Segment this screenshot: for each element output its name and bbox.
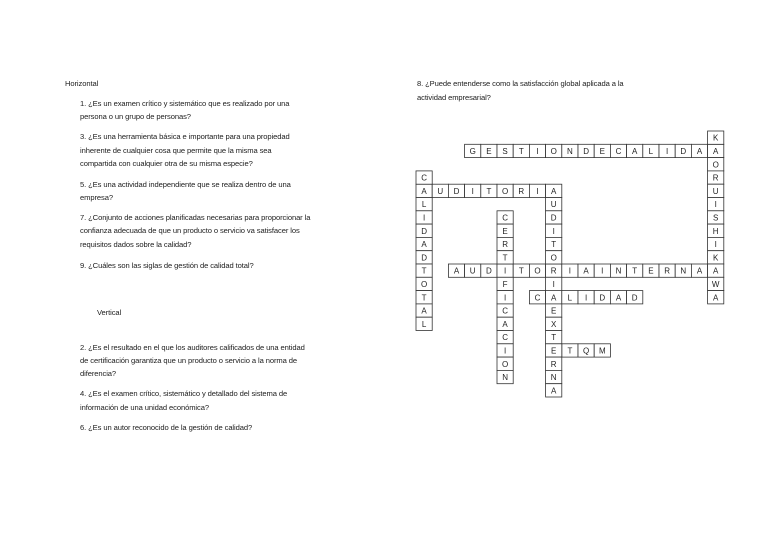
crossword-cell-15-1: [659, 144, 675, 157]
crossword-cell-8-6: [546, 211, 562, 224]
crossword-letter: C: [502, 333, 508, 343]
crossword-letter: S: [713, 213, 719, 223]
crossword-cell-9-10: [562, 264, 578, 277]
crossword-letter: A: [583, 266, 589, 276]
crossword-cell-7-4: [529, 184, 545, 197]
crossword-letter: E: [599, 147, 605, 156]
crossword-cell-5-10: [497, 264, 513, 277]
crossword-letter: A: [502, 319, 508, 329]
crossword-cell-3-4: [465, 184, 481, 197]
crossword-letter: E: [551, 306, 557, 316]
crossword-cell-8-15: [546, 331, 562, 344]
crossword-letter: H: [712, 226, 719, 236]
crossword-cell-18-8: [708, 237, 724, 250]
crossword-letter: K: [713, 133, 719, 143]
crossword-cell-5-16: [497, 344, 513, 357]
crossword-cell-8-14: [546, 317, 562, 330]
crossword-letter: U: [469, 266, 476, 276]
crossword-letter: O: [420, 279, 428, 289]
crossword-letter: L: [648, 147, 654, 156]
crossword-cell-5-18: [497, 370, 513, 383]
crossword-cell-10-10: [578, 264, 594, 277]
crossword-letter: D: [550, 213, 557, 223]
crossword-letter: N: [567, 147, 573, 156]
crossword-letter: I: [601, 266, 604, 276]
crossword-letter: O: [550, 147, 557, 156]
crossword-cell-14-10: [643, 264, 659, 277]
crossword-letter: C: [502, 306, 508, 316]
crossword-letter: E: [486, 147, 492, 156]
crossword-cell-0-6: [416, 211, 432, 224]
crossword-cell-4-4: [481, 184, 497, 197]
crossword-cell-14-1: [643, 144, 659, 157]
crossword-letter: I: [471, 186, 474, 196]
crossword-letter: I: [714, 240, 717, 250]
clue-3-line-2: inherente de cualquier cosa que permite que la misma sea: [80, 146, 272, 155]
crossword-cell-9-12: [562, 291, 578, 304]
clue-7-line-1: 7. ¿Conjunto de acciones planificadas necesarias para proporcionar la: [80, 213, 311, 222]
crossword-cell-5-6: [497, 211, 513, 224]
crossword-cell-5-12: [497, 291, 513, 304]
crossword-letter: O: [534, 266, 541, 276]
clue-9-line-1: 9. ¿Cuáles son las siglas de gestión de calidad total?: [80, 261, 254, 270]
crossword-letter: R: [664, 266, 670, 276]
crossword-letter: E: [502, 226, 508, 236]
crossword-letter: T: [421, 293, 427, 303]
crossword-letter: A: [453, 266, 460, 276]
crossword-cell-1-4: [432, 184, 448, 197]
crossword-cell-11-12: [594, 291, 610, 304]
crossword-letter: N: [615, 266, 622, 276]
crossword-cell-0-5: [416, 198, 432, 211]
crossword-letter: R: [550, 266, 557, 276]
crossword-cell-0-14: [416, 317, 432, 330]
crossword-cell-8-1: [546, 144, 562, 157]
crossword-cell-18-10: [708, 264, 724, 277]
clue-8-line-2: actividad empresarial?: [417, 93, 491, 102]
crossword-cell-18-12: [708, 291, 724, 304]
crossword-cell-6-1: [513, 144, 529, 157]
crossword-cell-0-8: [416, 237, 432, 250]
crossword-cell-18-3: [708, 171, 724, 184]
crossword-cell-0-10: [416, 264, 432, 277]
crossword-cell-18-5: [708, 198, 724, 211]
crossword-letter: I: [503, 266, 507, 276]
crossword-letter: I: [568, 266, 572, 276]
crossword-cell-0-11: [416, 277, 432, 290]
crossword-letter: T: [567, 346, 573, 356]
crossword-cell-13-12: [627, 291, 643, 304]
crossword-letter: T: [518, 266, 524, 276]
crossword-letter: L: [421, 319, 427, 329]
crossword-cell-3-1: [465, 144, 481, 157]
crossword-cell-9-1: [562, 144, 578, 157]
clue-4-line-1: 4. ¿Es el examen crítico, sistemático y detallado del sistema de: [80, 389, 288, 398]
heading-vertical: Vertical: [97, 308, 122, 317]
crossword-cell-8-17: [546, 357, 562, 370]
crossword-cell-10-1: [578, 144, 594, 157]
crossword-letter: A: [421, 306, 427, 316]
crossword-cell-5-8: [497, 237, 513, 250]
crossword-cell-0-13: [416, 304, 432, 317]
crossword-letter: T: [421, 266, 427, 276]
clue-2-line-1: 2. ¿Es el resultado en el que los auditores calificados de una entidad: [80, 343, 305, 352]
crossword-cell-8-10: [546, 264, 562, 277]
clue-4-line-2: información de una unidad económica?: [80, 403, 209, 412]
crossword-letter: L: [567, 293, 573, 303]
crossword-letter: R: [518, 186, 525, 196]
clue-7-line-2: confianza adecuada de que un producto o servicio va satisfacer los: [80, 226, 300, 235]
crossword-cell-3-10: [465, 264, 481, 277]
crossword-cell-8-16: [546, 344, 562, 357]
crossword-cell-7-1: [529, 144, 545, 157]
crossword-cell-18-6: [708, 211, 724, 224]
crossword-letter: T: [518, 147, 524, 156]
crossword-letter: I: [503, 293, 507, 303]
crossword-cell-8-7: [546, 224, 562, 237]
crossword-letter: A: [696, 147, 703, 156]
crossword-cell-18-7: [708, 224, 724, 237]
clue-7-line-3: requisitos dados sobre la calidad?: [80, 240, 192, 249]
crossword-cell-18-9: [708, 251, 724, 264]
crossword-cell-4-10: [481, 264, 497, 277]
crossword-letter: D: [486, 266, 492, 276]
crossword-cell-8-9: [546, 251, 562, 264]
crossword-letter: X: [551, 319, 557, 329]
crossword-cell-2-4: [448, 184, 464, 197]
crossword-cell-12-1: [610, 144, 626, 157]
crossword-letter: C: [421, 173, 427, 183]
crossword-letter: I: [584, 293, 588, 303]
crossword-cell-11-10: [594, 264, 610, 277]
crossword-cell-8-5: [546, 198, 562, 211]
crossword-cell-2-10: [448, 264, 464, 277]
crossword-letter: I: [665, 147, 669, 156]
clue-1-line-1: 1. ¿Es un examen crítico y sistemático que es realizado por una: [80, 99, 290, 108]
crossword-cell-5-9: [497, 251, 513, 264]
crossword-letter: A: [421, 186, 427, 196]
clue-8-line-1: 8. ¿Puede entenderse como la satisfacción global aplicada a la: [417, 79, 624, 88]
crossword-letter: U: [712, 186, 719, 196]
crossword-cell-8-18: [546, 370, 562, 383]
crossword-cell-12-12: [610, 291, 626, 304]
crossword-cell-11-1: [594, 144, 610, 157]
crossword-letter: I: [503, 346, 507, 356]
crossword-cell-5-1: [497, 144, 513, 157]
crossword-cell-6-4: [513, 184, 529, 197]
crossword-letter: I: [536, 186, 539, 196]
crossword-letter: D: [583, 147, 589, 156]
crossword-cell-5-15: [497, 331, 513, 344]
crossword-cell-18-2: [708, 158, 724, 171]
crossword-cell-18-4: [708, 184, 724, 197]
crossword-cell-8-12: [546, 291, 562, 304]
crossword-letter: N: [680, 266, 687, 276]
crossword-letter: N: [550, 373, 557, 382]
crossword-letter: R: [550, 359, 557, 369]
crossword-letter: T: [551, 333, 557, 343]
crossword-letter: A: [713, 266, 719, 276]
crossword-letter: F: [502, 279, 508, 289]
crossword-letter: E: [648, 266, 654, 276]
crossword-cell-11-16: [594, 344, 610, 357]
crossword-letter: D: [453, 186, 460, 196]
crossword-cell-5-11: [497, 277, 513, 290]
crossword-letter: U: [550, 200, 557, 210]
crossword-cell-18-0: [708, 131, 724, 144]
crossword-cell-10-16: [578, 344, 594, 357]
crossword-letter: A: [551, 386, 557, 396]
crossword-cell-18-1: [708, 144, 724, 157]
crossword-letter: D: [680, 147, 687, 156]
crossword-letter: C: [615, 147, 622, 156]
crossword-letter: W: [711, 279, 720, 289]
crossword-letter: A: [551, 293, 557, 303]
crossword-letter: C: [502, 213, 508, 223]
clue-5-line-1: 5. ¿Es una actividad independiente que se realiza dentro de una: [80, 180, 291, 189]
crossword-letter: A: [632, 147, 638, 156]
crossword-letter: T: [632, 266, 638, 276]
crossword-cell-17-1: [691, 144, 707, 157]
crossword-letter: O: [712, 160, 719, 170]
crossword-letter: A: [713, 293, 719, 303]
crossword-cell-8-13: [546, 304, 562, 317]
crossword-cell-5-4: [497, 184, 513, 197]
crossword-cell-18-11: [708, 277, 724, 290]
clue-1-line-2: persona o un grupo de personas?: [80, 112, 191, 121]
clue-3-line-3: compartida con cualquier otra de su misma especie?: [80, 159, 253, 168]
crossword-cell-7-10: [529, 264, 545, 277]
crossword-letter: D: [599, 293, 606, 303]
crossword-cell-5-17: [497, 357, 513, 370]
crossword-letter: D: [421, 253, 427, 263]
crossword-cell-5-7: [497, 224, 513, 237]
crossword-letter: M: [598, 346, 606, 356]
clue-5-line-2: empresa?: [80, 193, 113, 202]
crossword-cell-4-1: [481, 144, 497, 157]
clue-6-line-1: 6. ¿Es un autor reconocido de la gestión de calidad?: [80, 423, 253, 432]
crossword-letter: A: [713, 147, 719, 156]
crossword-letter: G: [469, 147, 476, 156]
crossword-cell-8-19: [546, 384, 562, 397]
clue-2-line-2: de certificación garantiza que un producto o servicio a la norma de: [80, 356, 298, 365]
crossword-cell-12-10: [610, 264, 626, 277]
crossword-letter: R: [712, 173, 719, 183]
crossword-cell-13-10: [627, 264, 643, 277]
crossword-cell-15-10: [659, 264, 675, 277]
crossword-cell-8-8: [546, 237, 562, 250]
crossword-letter: R: [502, 240, 508, 250]
crossword-letter: C: [534, 293, 541, 303]
crossword-cell-17-10: [691, 264, 707, 277]
crossword-letter: Q: [582, 346, 590, 356]
crossword-letter: K: [713, 253, 719, 263]
crossword-letter: T: [551, 240, 557, 250]
crossword-cell-0-12: [416, 291, 432, 304]
crossword-letter: I: [714, 200, 717, 210]
crossword-letter: I: [422, 213, 426, 223]
crossword-letter: T: [486, 186, 492, 196]
crossword-cell-9-16: [562, 344, 578, 357]
crossword-cell-0-4: [416, 184, 432, 197]
crossword-letter: N: [502, 373, 508, 382]
crossword-letter: O: [501, 186, 509, 196]
crossword-cell-16-10: [675, 264, 691, 277]
crossword-letter: D: [631, 293, 638, 303]
crossword-letter: A: [551, 186, 557, 196]
crossword-letter: E: [551, 346, 557, 356]
crossword-cell-7-12: [529, 291, 545, 304]
heading-horizontal: Horizontal: [65, 79, 99, 88]
crossword-cell-5-13: [497, 304, 513, 317]
clue-2-line-3: diferencia?: [80, 369, 117, 378]
crossword-cell-8-4: [546, 184, 562, 197]
crossword-letter: L: [421, 200, 427, 210]
crossword-cell-16-1: [675, 144, 691, 157]
crossword-letter: D: [421, 226, 427, 236]
crossword-cell-5-14: [497, 317, 513, 330]
crossword-cell-10-12: [578, 291, 594, 304]
crossword-cell-8-11: [546, 277, 562, 290]
crossword-cell-13-1: [627, 144, 643, 157]
crossword-cell-0-7: [416, 224, 432, 237]
crossword-cell-0-3: [416, 171, 432, 184]
crossword-letter: A: [696, 266, 703, 276]
crossword-letter: I: [552, 226, 555, 236]
crossword-cell-6-10: [513, 264, 529, 277]
crossword-letter: A: [421, 240, 427, 250]
crossword-letter: I: [552, 279, 555, 289]
crossword-letter: I: [536, 147, 539, 156]
crossword-letter: S: [502, 147, 508, 156]
crossword-letter: U: [437, 186, 444, 196]
crossword-cell-0-9: [416, 251, 432, 264]
clue-3-line-1: 3. ¿Es una herramienta básica e importante para una propiedad: [80, 132, 290, 141]
crossword-letter: O: [550, 253, 557, 263]
crossword-letter: O: [501, 359, 509, 369]
crossword-letter: T: [502, 253, 508, 263]
crossword-letter: A: [615, 293, 622, 303]
